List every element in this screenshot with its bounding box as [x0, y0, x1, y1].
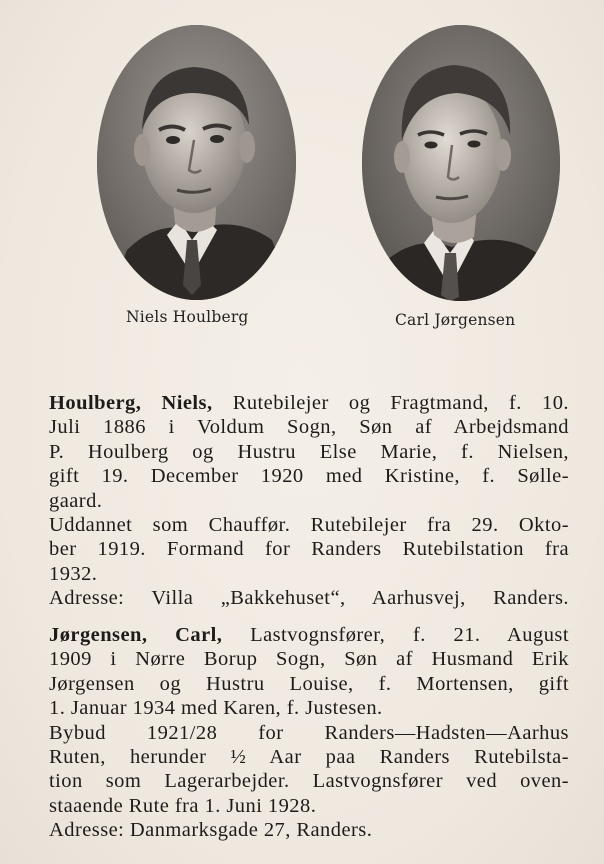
portrait-caption-jorgensen: Carl Jørgensen: [395, 311, 516, 329]
bio-line: Ruten, herunder ½ Aar paa Randers Rutebilsta-: [49, 745, 569, 768]
bio-line-text: Lastvognsfører, f. 21. August: [222, 624, 569, 646]
bio-line: Adresse: Villa „Bakkehuset“, Aarhusvej, Randers.: [49, 587, 569, 610]
portrait-caption-houlberg: Niels Houlberg: [126, 308, 249, 326]
bio-line: Adresse: Danmarksgade 27, Randers.: [49, 819, 373, 842]
bio-line: 1932.: [49, 562, 98, 585]
portrait-carl-jorgensen: [362, 25, 560, 301]
bio-line: gaard.: [49, 489, 103, 512]
portrait-photo: [97, 25, 296, 300]
bio-line: P. Houlberg og Hustru Else Marie, f. Nielsen,: [49, 440, 569, 463]
bio-line: Bybud 1921/28 for Randers—Hadsten—Aarhus: [49, 721, 569, 744]
bio-line: 1909 i Nørre Borup Sogn, Søn af Husmand Erik: [49, 648, 569, 671]
bio-line: Jørgensen og Hustru Louise, f. Mortensen, gift: [49, 672, 569, 695]
bio-line: Juli 1886 i Voldum Sogn, Søn af Arbejdsmand: [49, 416, 569, 439]
bio-line-text: Rutebilejer og Fragtmand, f. 10.: [212, 392, 569, 414]
biography-jorgensen: [49, 623, 569, 843]
portrait-photo: [362, 25, 560, 301]
bio-surname: Jørgensen, Carl,: [49, 624, 223, 646]
bio-line: staaende Rute fra 1. Juni 1928.: [49, 794, 317, 817]
bio-line: [49, 391, 569, 415]
bio-line: 1. Januar 1934 med Karen, f. Justesen.: [49, 697, 383, 720]
biography-houlberg: [49, 391, 569, 611]
bio-surname: Houlberg, Niels,: [49, 392, 213, 414]
bio-line: ber 1919. Formand for Randers Rutebilstation fra: [49, 538, 569, 561]
bio-line: gift 19. December 1920 med Kristine, f. Sølle-: [49, 465, 569, 488]
bio-line: tion som Lagerarbejder. Lastvognsfører ved oven-: [49, 770, 569, 793]
bio-line: Uddannet som Chauffør. Rutebilejer fra 29. Okto-: [49, 513, 569, 536]
bio-line: [49, 623, 569, 647]
portrait-niels-houlberg: [97, 25, 296, 300]
